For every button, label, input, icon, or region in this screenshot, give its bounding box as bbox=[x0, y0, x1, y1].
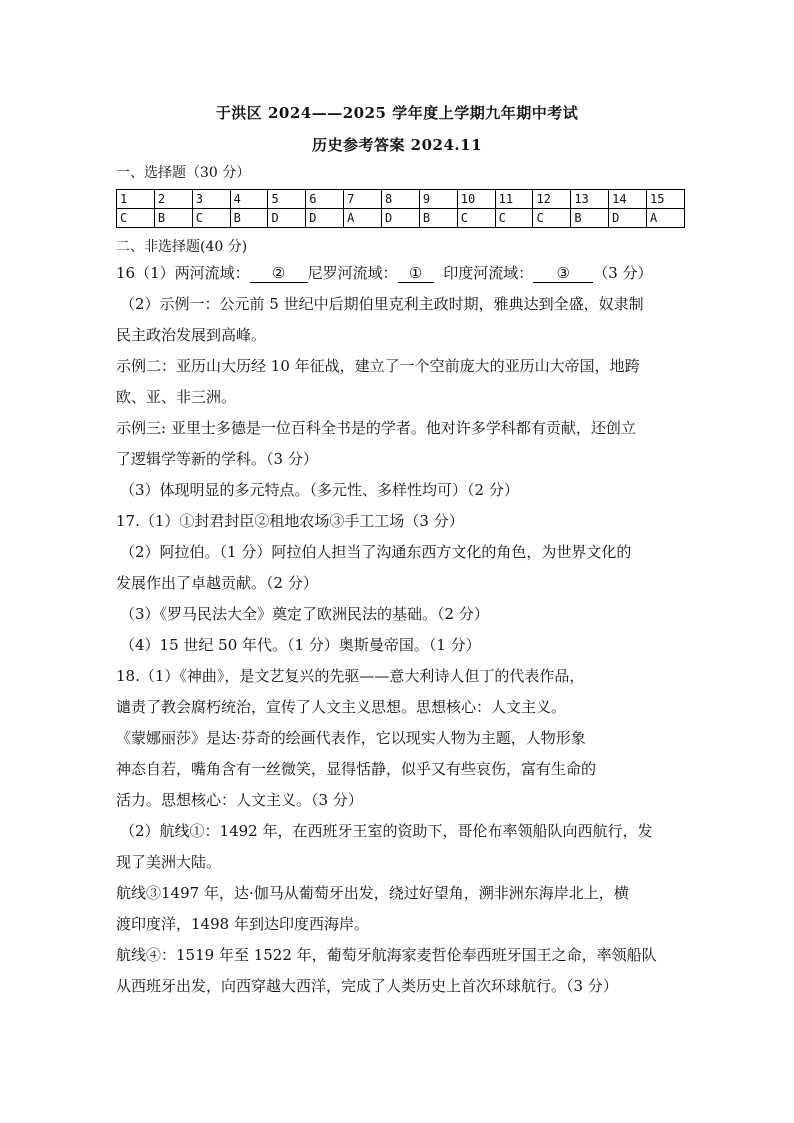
question-number-cell: 8 bbox=[382, 190, 420, 209]
question-number-cell: 10 bbox=[457, 190, 495, 209]
answer-letter-cell: B bbox=[571, 209, 609, 228]
q16-p2-line2: 民主政治发展到高峰。 bbox=[116, 326, 267, 344]
q16-p2-line6: 了逻辑学等新的学科。（3 分） bbox=[116, 450, 318, 468]
answer-letter-cell: D bbox=[306, 209, 344, 228]
q18-p1-line3: 《蒙娜丽莎》是达·芬奇的绘画代表作，它以现实人物为主题，人物形象 bbox=[116, 729, 586, 747]
q18-p2-line1: （2）航线①：1492 年，在西班牙王室的资助下，哥伦布率领船队向西航行，发 bbox=[120, 822, 653, 840]
blank-2: ① bbox=[398, 264, 434, 283]
question-number-cell: 1 bbox=[117, 190, 155, 209]
q18-p1-line1: 18.（1）《神曲》，是文艺复兴的先驱——意大利诗人但丁的代表作品， bbox=[116, 667, 585, 685]
question-number-cell: 11 bbox=[495, 190, 533, 209]
answer-letter-cell: C bbox=[495, 209, 533, 228]
question-number-cell: 13 bbox=[571, 190, 609, 209]
blank-3: ③ bbox=[533, 264, 593, 283]
q18-p1-line5: 活力。思想核心：人文主义。（3 分） bbox=[116, 791, 363, 809]
section-1-heading: 一、选择题（30 分） bbox=[116, 165, 251, 181]
q16-p1-mid2: 印度河流域： bbox=[443, 264, 534, 282]
multiple-choice-answer-table bbox=[116, 189, 685, 228]
answer-letter-cell: B bbox=[230, 209, 268, 228]
q18-p1-line2: 谴责了教会腐朽统治，宣传了人文主义思想。思想核心：人文主义。 bbox=[116, 698, 567, 716]
q17-part4: （4）15 世纪 50 年代。（1 分）奥斯曼帝国。（1 分） bbox=[120, 636, 481, 654]
q17-p2-line1: （2）阿拉伯。（1 分）阿拉伯人担当了沟通东西方文化的角色，为世界文化的 bbox=[120, 543, 632, 561]
answer-letter-cell: B bbox=[154, 209, 192, 228]
question-number-cell: 9 bbox=[419, 190, 457, 209]
answer-letter-cell: C bbox=[457, 209, 495, 228]
blank-1: ② bbox=[250, 264, 308, 283]
question-number-cell: 15 bbox=[647, 190, 685, 209]
question-number-row bbox=[117, 190, 685, 209]
q16-p1-suffix: （3 分） bbox=[593, 264, 653, 282]
answer-letter-cell: C bbox=[117, 209, 155, 228]
q17-p2-line2: 发展作出了卓越贡献。（2 分） bbox=[116, 574, 318, 592]
q16-p1-mid1: 尼罗河流域： bbox=[307, 264, 398, 282]
answer-letter-cell: C bbox=[533, 209, 571, 228]
answer-letter-cell: D bbox=[609, 209, 647, 228]
q16-p2-line4: 欧、亚、非三洲。 bbox=[116, 388, 237, 406]
question-number-cell: 12 bbox=[533, 190, 571, 209]
q16-p2-line5: 示例三: 亚里士多德是一位百科全书是的学者。他对许多学科都有贡献，还创立 bbox=[116, 419, 636, 437]
question-number-cell: 7 bbox=[344, 190, 382, 209]
q16-part1 bbox=[116, 258, 691, 289]
q18-p2-line3: 航线③1497 年，达·伽马从葡萄牙出发，绕过好望角，溯非洲东海岸北上，横 bbox=[116, 884, 629, 902]
q16-part3: （3）体现明显的多元特点。（多元性、多样性均可）（2 分） bbox=[120, 481, 519, 499]
answer-letter-cell: B bbox=[419, 209, 457, 228]
answer-letter-cell: D bbox=[382, 209, 420, 228]
question-number-cell: 3 bbox=[192, 190, 230, 209]
q16-p1-prefix: 16（1）两河流域： bbox=[116, 264, 250, 282]
q17-part1: 17.（1）①封君封臣②租地农场③手工工场（3 分） bbox=[116, 512, 464, 530]
document-subtitle: 历史参考答案 2024.11 bbox=[311, 136, 483, 154]
q18-p2-line4: 渡印度洋，1498 年到达印度西海岸。 bbox=[116, 915, 369, 933]
answer-letter-cell: D bbox=[268, 209, 306, 228]
question-number-cell: 14 bbox=[609, 190, 647, 209]
section-2-heading: 二、非选择题(40 分) bbox=[116, 239, 248, 255]
document-title: 于洪区 2024——2025 学年度上学期九年期中考试 bbox=[215, 104, 579, 122]
answer-letter-row bbox=[117, 209, 685, 228]
answer-letter-cell: A bbox=[344, 209, 382, 228]
question-number-cell: 6 bbox=[306, 190, 344, 209]
question-number-cell: 5 bbox=[268, 190, 306, 209]
answer-letter-cell: C bbox=[192, 209, 230, 228]
q18-p2-line2: 现了美洲大陆。 bbox=[116, 853, 222, 871]
q16-p2-line3: 示例二：亚历山大历经 10 年征战，建立了一个空前庞大的亚历山大帝国，地跨 bbox=[116, 357, 640, 375]
q16-p2-line1: （2）示例一：公元前 5 世纪中后期伯里克利主政时期，雅典达到全盛，奴隶制 bbox=[120, 295, 644, 313]
q17-part3: （3）《罗马民法大全》奠定了欧洲民法的基础。（2 分） bbox=[120, 605, 489, 623]
q18-p2-line6: 从西班牙出发，向西穿越大西洋，完成了人类历史上首次环球航行。（3 分） bbox=[116, 977, 618, 995]
question-number-cell: 2 bbox=[154, 190, 192, 209]
q18-p1-line4: 神态自若，嘴角含有一丝微笑，显得恬静，似乎又有些哀伤，富有生命的 bbox=[116, 760, 597, 778]
answer-body bbox=[116, 258, 691, 1002]
answer-letter-cell: A bbox=[647, 209, 685, 228]
question-number-cell: 4 bbox=[230, 190, 268, 209]
q18-p2-line5: 航线④：1519 年至 1522 年，葡萄牙航海家麦哲伦奉西班牙国王之命，率领船队 bbox=[116, 946, 657, 964]
